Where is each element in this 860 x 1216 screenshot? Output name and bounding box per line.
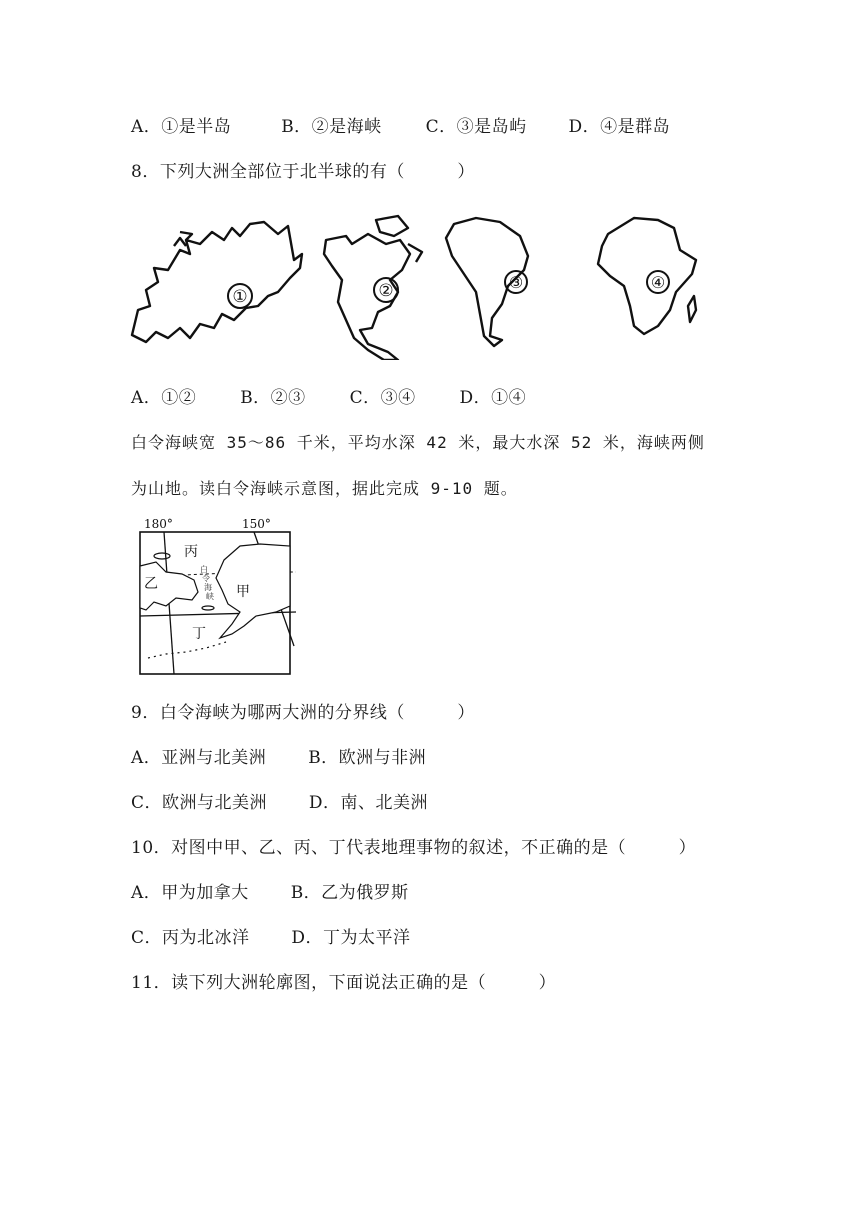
lon-label-180: 180° (144, 517, 173, 531)
q9-option-d[interactable]: D．南、北美洲 (308, 793, 429, 813)
q9-option-c[interactable]: C．欧洲与北美洲 (131, 793, 268, 813)
strait-label-2: 令 (202, 574, 210, 583)
q10-stem: 10．对图中甲、乙、丙、丁代表地理事物的叙述，不正确的是（ ） (131, 838, 697, 858)
strait-label-3: 海 (204, 583, 212, 592)
q11-stem: 11．读下列大洲轮廓图，下面说法正确的是（ ） (131, 973, 557, 993)
q8-option-b[interactable]: B．②③ (240, 388, 306, 408)
region-label-jia: 甲 (236, 584, 250, 600)
lon-label-150: 150° (242, 517, 271, 531)
bering-strait-map (136, 516, 302, 678)
eurasia-outline (132, 222, 302, 342)
intro-line-2: 为山地。读白令海峡示意图，据此完成 9-10 题。 (131, 479, 518, 498)
q9-options-row-2 (131, 792, 428, 814)
q10-option-c[interactable]: C．丙为北冰洋 (131, 928, 250, 948)
continent-label-1: ① (232, 287, 248, 307)
strait-label-4: 峡 (206, 592, 214, 601)
q7-options-row (131, 116, 670, 138)
region-label-ding: 丁 (192, 626, 206, 642)
q10-options-row-1 (131, 882, 409, 904)
q7-option-d[interactable]: D．④是群岛 (568, 117, 671, 137)
q9-stem: 9．白令海峡为哪两大洲的分界线（ ） (131, 703, 475, 723)
intro-line-1: 白令海峡宽 35～86 千米，平均水深 42 米，最大水深 52 米，海峡两侧 (131, 433, 705, 452)
q10-option-a[interactable]: A．甲为加拿大 (131, 883, 249, 903)
q10-option-b[interactable]: B．乙为俄罗斯 (290, 883, 409, 903)
region-label-bing: 丙 (184, 544, 198, 560)
strait-label-1: 白 (200, 565, 208, 574)
q9-options-row-1 (131, 747, 426, 769)
q7-option-a[interactable]: A．①是半岛 (131, 117, 232, 137)
q8-stem: 8．下列大洲全部位于北半球的有（ ） (131, 162, 475, 182)
q8-options-row (131, 387, 526, 409)
q8-option-d[interactable]: D．①④ (459, 388, 527, 408)
q10-options-row-2 (131, 927, 411, 949)
africa-outline (598, 218, 696, 334)
q7-option-c[interactable]: C．③是岛屿 (425, 117, 527, 137)
q8-option-a[interactable]: A．①② (131, 388, 197, 408)
q9-option-a[interactable]: A．亚洲与北美洲 (131, 748, 267, 768)
continent-label-2: ② (378, 281, 394, 301)
q7-option-b[interactable]: B．②是海峡 (281, 117, 382, 137)
region-label-yi: 乙 (144, 576, 158, 592)
q10-option-d[interactable]: D．丁为太平洋 (291, 928, 411, 948)
q8-option-c[interactable]: C．③④ (349, 388, 416, 408)
continent-label-4: ④ (650, 273, 666, 292)
continent-outlines-figure (128, 210, 718, 360)
north-america-outline (324, 234, 410, 360)
q9-option-b[interactable]: B．欧洲与非洲 (308, 748, 427, 768)
continent-label-3: ③ (508, 273, 524, 292)
